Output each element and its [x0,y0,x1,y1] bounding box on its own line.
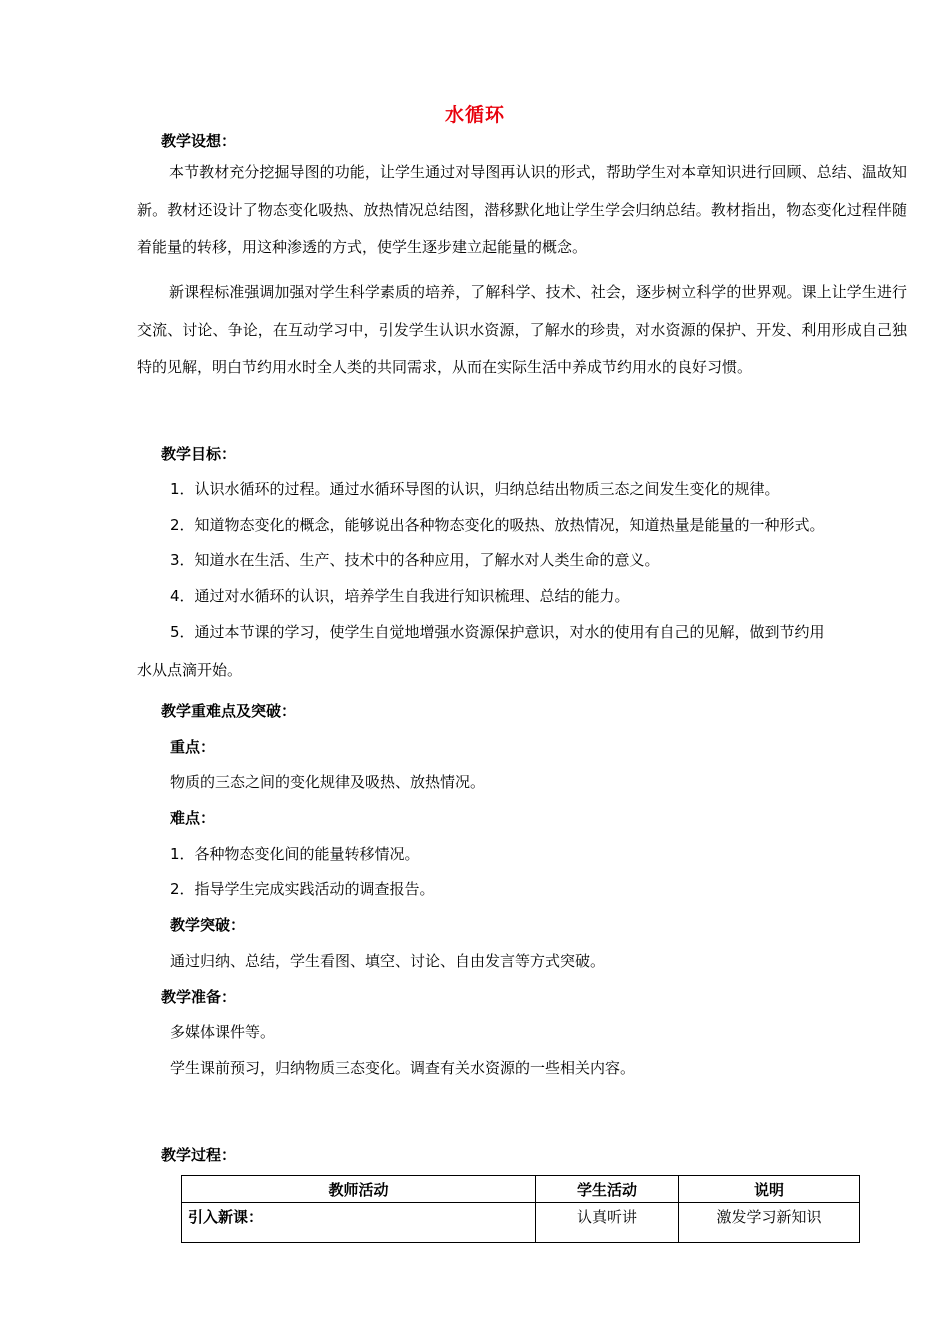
document-title: 水循环 [444,104,505,126]
goal-5-line-2: 水从点滴开始。 [137,661,243,679]
header-teacher-activity: 教师活动 [182,1176,536,1203]
process-table [181,1175,860,1243]
difficult-heading: 难点： [170,809,216,827]
process-heading: 教学过程： [161,1146,237,1164]
goal-1: 1．认识水循环的过程。通过水循环导图的认识，归纳总结出物质三态之间发生变化的规律。 [170,480,780,498]
key-heading: 重点： [170,738,216,756]
table-header-row [182,1176,860,1203]
difficult-2: 2．指导学生完成实践活动的调查报告。 [170,880,435,898]
goal-3: 3．知道水在生活、生产、技术中的各种应用，了解水对人类生命的意义。 [170,551,660,569]
design-paragraph-1-text: 本节教材充分挖掘导图的功能，让学生通过对导图再认识的形式，帮助学生对本章知识进行回顾、总结、温故知新。教材还设计了物态变化吸热、放热情况总结图，潜移默化地让学生学会归纳总结。教材指出，物态变化过程伴随着能量的转移，用这种渗透的方式，使学生逐步建立起能量的概念。 [137,163,907,256]
breakthrough-heading: 教学突破： [170,916,246,934]
difficult-1: 1．各种物态变化间的能量转移情况。 [170,845,420,863]
goal-5-line-1: 5．通过本节课的学习，使学生自觉地增强水资源保护意识，对水的使用有自己的见解，做到节约用 [170,623,825,641]
goals-heading: 教学目标： [161,445,237,463]
prep-2: 学生课前预习，归纳物质三态变化。调查有关水资源的一些相关内容。 [170,1059,636,1077]
header-student-activity: 学生活动 [536,1176,679,1203]
prep-heading: 教学准备： [161,988,237,1006]
design-paragraph-1 [137,154,907,267]
table-row [182,1203,860,1243]
header-notes: 说明 [679,1176,860,1203]
design-paragraph-2-text: 新课程标准强调加强对学生科学素质的培养，了解科学、技术、社会，逐步树立科学的世界观。课上让学生进行交流、讨论、争论，在互动学习中，引发学生认识水资源，了解水的珍贵，对水资源的保护、开发、利用形成自己独特的见解，明白节约用水时全人类的共同需求，从而在实际生活中养成节约用水的良好习惯。 [137,283,907,376]
cell-notes: 激发学习新知识 [679,1203,860,1243]
prep-1: 多媒体课件等。 [170,1023,276,1041]
goal-4: 4．通过对水循环的认识，培养学生自我进行知识梳理、总结的能力。 [170,587,630,605]
goal-2: 2．知道物态变化的概念，能够说出各种物态变化的吸热、放热情况，知道热量是能量的一种形式。 [170,516,825,534]
cell-student-activity: 认真听讲 [536,1203,679,1243]
keypoints-heading: 教学重难点及突破： [161,702,297,720]
design-heading: 教学设想： [161,132,237,150]
breakthrough-text: 通过归纳、总结，学生看图、填空、讨论、自由发言等方式突破。 [170,952,606,970]
design-paragraph-2 [137,274,907,387]
cell-teacher-activity: 引入新课： [182,1203,536,1243]
key-text: 物质的三态之间的变化规律及吸热、放热情况。 [170,773,486,791]
